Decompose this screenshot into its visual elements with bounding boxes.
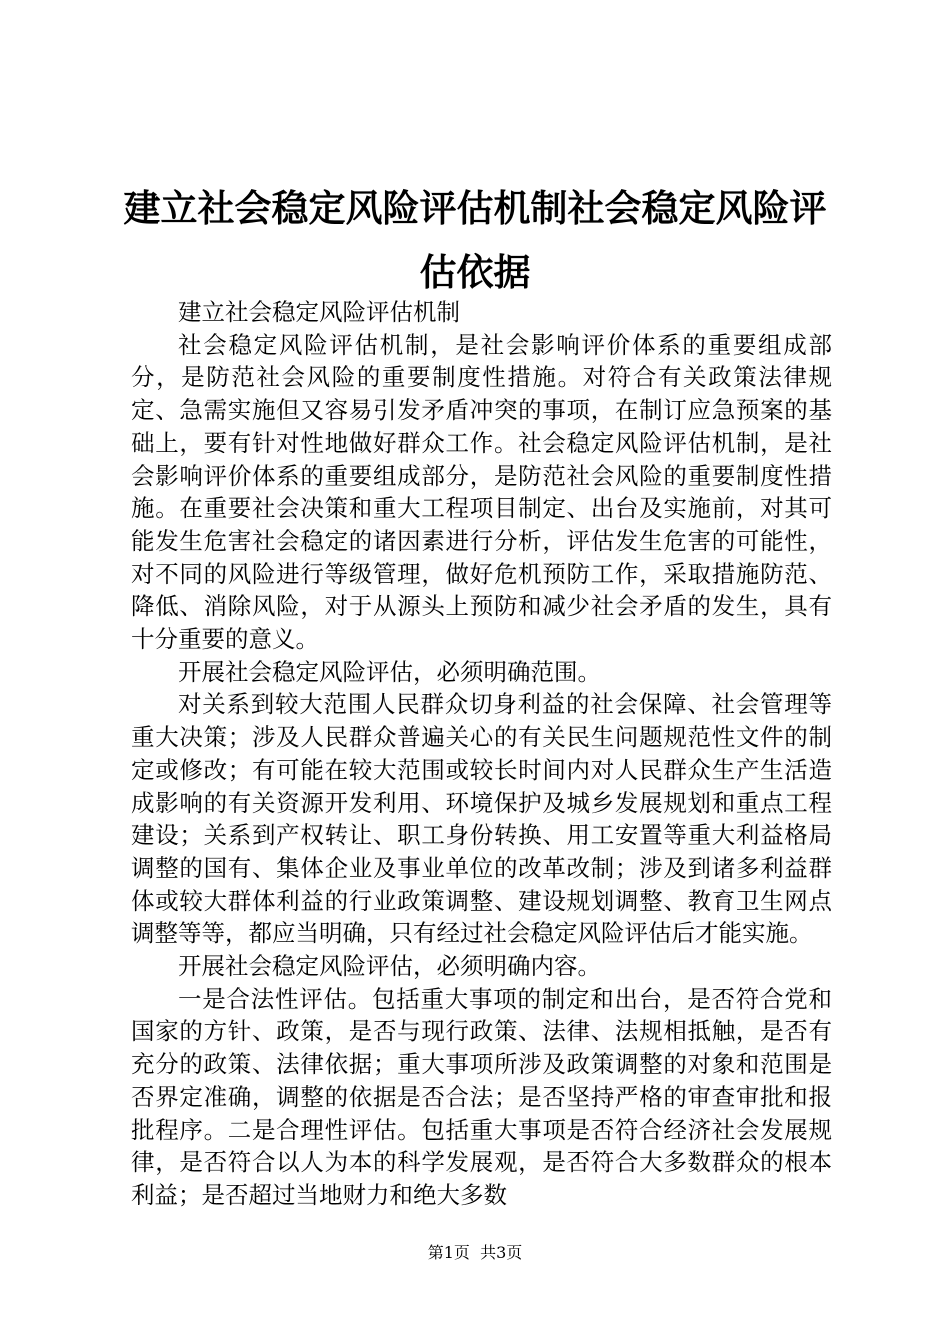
current-page-number: 第1页	[427, 1243, 470, 1262]
paragraph: 对关系到较大范围人民群众切身利益的社会保障、社会管理等重大决策；涉及人民群众普遍关心的有关民生问题规范性文件的制定或修改；有可能在较大范围或较长时间内对人民群众生产生活造成影响的有关资源开发利用、环境保护及城乡发展规划和重点工程建设；关系到产权转让、职工身份转换、用工安置等重大利益格局调整的国有、集体企业及事业单位的改革改制；涉及到诸多利益群体或较大群体利益的行业政策调整、建设规划调整、教育卫生网点调整等等，都应当明确，只有经过社会稳定风险评估后才能实施。	[131, 690, 832, 948]
paragraph: 建立社会稳定风险评估机制	[178, 298, 460, 326]
document-body	[131, 296, 832, 1212]
paragraph: 开展社会稳定风险评估，必须明确范围。	[178, 657, 601, 686]
paragraph: 开展社会稳定风险评估，必须明确内容。	[178, 952, 601, 981]
page-footer	[0, 1243, 950, 1263]
paragraph: 一是合法性评估。包括重大事项的制定和出台，是否符合党和国家的方针、政策，是否与现行政策、法律、法规相抵触，是否有充分的政策、法律依据；重大事项所涉及政策调整的对象和范围是否界定准确，调整的依据是否合法；是否坚持严格的审查审批和报批程序。二是合理性评估。包括重大事项是否符合经济社会发展规律，是否符合以人为本的科学发展观，是否符合大多数群众的根本利益；是否超过当地财力和绝大多数	[131, 984, 832, 1209]
document-title: 建立社会稳定风险评估机制社会稳定风险评估依据	[123, 186, 827, 294]
paragraph: 社会稳定风险评估机制，是社会影响评价体系的重要组成部分，是防范社会风险的重要制度性措施。对符合有关政策法律规定、急需实施但又容易引发矛盾冲突的事项，在制订应急预案的基础上，要有针对性地做好群众工作。社会稳定风险评估机制，是社会影响评价体系的重要组成部分，是防范社会风险的重要制度性措施。在重要社会决策和重大工程项目制定、出台及实施前，对其可能发生危害社会稳定的诸因素进行分析，评估发生危害的可能性，对不同的风险进行等级管理，做好危机预防工作，采取措施防范、降低、消除风险，对于从源头上预防和减少社会矛盾的发生，具有十分重要的意义。	[131, 330, 832, 654]
total-pages: 共3页	[480, 1243, 523, 1262]
